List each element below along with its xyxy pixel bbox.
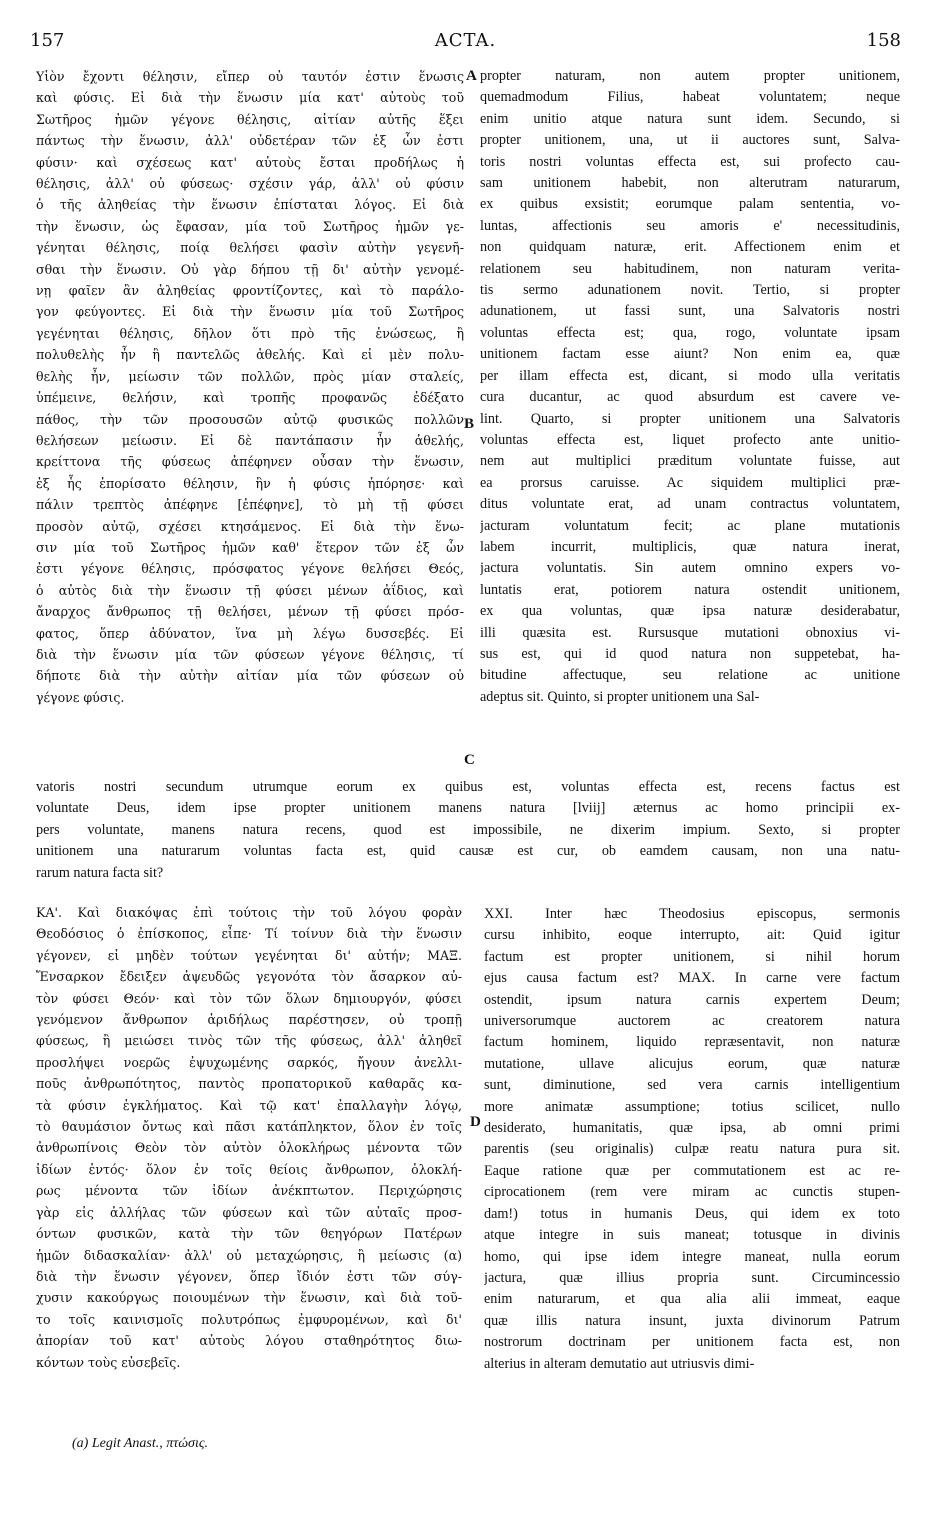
text-line: νῃ φαῖεν ἂν ἀληθείας φροντίζοντες, καὶ τὸ παράλο- xyxy=(36,283,464,299)
text-line: XXI. Inter hæc Theodosius episcopus, sermonis xyxy=(484,906,900,922)
text-line: parentis (seu originalis) culpæ reatu natura pura sit. xyxy=(484,1141,900,1158)
text-line: per illam effecta est, dicant, si modo ulla veritatis xyxy=(480,367,900,384)
greek-column-bottom xyxy=(36,902,462,1373)
text-line: jactura voluntatis. Sin autem omnino expers vo- xyxy=(480,560,900,577)
text-line: adunationem, ut fassi sunt, una Salvatoris nostri xyxy=(480,303,900,320)
text-line: σθαι τὴν ἕνωσιν. Οὐ γὰρ δήπου τῇ δι' αὐτὴν γενομέ- xyxy=(36,261,464,277)
text-line: jacturam voluntatum fecit; ac plane mutationis xyxy=(480,517,900,534)
text-line: labem incurrit, multiplicis, quæ natura inerat, xyxy=(480,538,900,555)
text-line: δήποτε διὰ τὴν αὐτὴν αἰτίαν μία τῶν φύσεων οὐ xyxy=(36,668,464,684)
text-line: ὁ αὐτὸς διὰ τὴν ἕνωσιν τῇ φύσει μένων ἀΐδιος, καὶ xyxy=(36,582,464,598)
text-line: rarum natura facta sit? xyxy=(36,864,164,881)
text-line: τὸ θαυμάσιον ὄντως καὶ πᾶσι κατάπληκτον, ὅλον ἐν τοῖς xyxy=(36,1119,462,1135)
latin-column-top xyxy=(480,66,900,708)
text-line: θελήσεων μείωσιν. Εἰ δὲ παντάπασιν ἦν ἀθελής, xyxy=(36,432,464,448)
text-line: bitudine affectuque, seu relatione ac unitione xyxy=(480,667,900,684)
page-number-right: 158 xyxy=(866,30,901,51)
text-line: καὶ φύσις. Εἰ διὰ τὴν ἕνωσιν μία κατ' αὐτοὺς τοῦ xyxy=(36,90,464,106)
text-line: πάλιν τρεπτὸς ἀπέφηνε [ἐπέφηνε], τὸ μὴ τῇ φύσει xyxy=(36,497,464,513)
text-line: το τοῖς καινισμοῖς πολυτρόπως ἐμφυρομένων, καὶ δι' xyxy=(36,1311,462,1327)
text-line: unitionem factam esse aiunt? Non enim ea, quæ xyxy=(480,346,900,363)
text-line: φύσεως, ἢ μειώσει τινὸς τῶν τῆς φύσεως, ἀλλ' ἀληθεῖ xyxy=(36,1033,462,1049)
text-line: ἀνθρωπίνοις Θεὸν τὸν αὐτὸν ὁλοκλήρως μένοντα τῶν xyxy=(36,1140,462,1156)
margin-marker-d: D xyxy=(470,1114,481,1130)
text-line: enim unitio atque natura sunt idem. Secundo, si xyxy=(480,110,900,127)
text-line: lint. Quarto, si propter unitionem una Salvatoris xyxy=(480,410,900,427)
text-line: ejus causa factum est? MAX. In carne vere factum xyxy=(484,970,900,987)
text-line: προσλήψει νοερῶς ἐψυχωμένης σαρκός, ἤγουν ἀνελλι- xyxy=(36,1054,462,1070)
running-title: ACTA. xyxy=(434,30,497,51)
text-line: atque integre in suis maneat; totusque in divinis xyxy=(484,1227,900,1244)
text-line: vatoris nostri secundum utrumque eorum ex quibus est, voluntas effecta est, recens factus est xyxy=(36,779,900,795)
text-line: όντων φυσικῶν, κατὰ τὴν τῶν θεηγόρων Πατέρων xyxy=(36,1226,462,1242)
text-line: enim naturarum, et qua alia alii immeat, eaque xyxy=(484,1291,900,1308)
latin-full-width-paragraph xyxy=(36,777,900,884)
text-line: alterius in alteram demutatio aut utriusvis dimi- xyxy=(484,1355,755,1372)
text-line: διὰ τὴν ἕνωσιν μία τῶν φύσεων γέγονε θέλησις, τί xyxy=(36,646,464,662)
text-line: ΚΑ'. Καὶ διακόψας ἐπὶ τούτοις τὴν τοῦ λόγου φορὰν xyxy=(36,905,462,920)
text-line: τὴν ἕνωσιν, ὡς ἔφασαν, μία τοῦ Σωτῆρος ἡμῶν γε- xyxy=(36,218,464,234)
text-line: τὸν φύσει Θεόν· καὶ τὸν τῶν ὅλων δημιουργόν, φύσει xyxy=(36,990,462,1006)
greek-column-top xyxy=(36,66,464,708)
text-line: διὰ τὴν ἕνωσιν γέγονεν, ὅπερ ἴδιόν ἐστι τῶν σύγ- xyxy=(36,1268,462,1284)
text-line: factum est propter unitionem, si nihil horum xyxy=(484,948,900,965)
text-line: γενόμενον ἄνθρωπον ἀριδήλως παρέστησεν, οὐ τροπῇ xyxy=(36,1012,462,1028)
text-line: ἰδίων ἐντός· ὅλον ἐν τοῖς θείοις ἄνθρωπον, ὁλοκλή- xyxy=(36,1161,462,1177)
text-line: luntatis erat, potiorem natura ostendit unitionem, xyxy=(480,581,900,598)
text-line: Θεοδόσιος ὁ ἐπίσκοπος, εἶπε· Τί τοίνυν διὰ τὴν ἕνωσιν xyxy=(36,926,462,942)
text-line: ποῦς ἀνθρωπότητος, παντὸς προπατορικοῦ καθαρᾶς κα- xyxy=(36,1076,462,1092)
text-line: non quidquam naturæ, erit. Affectionem enim et xyxy=(480,239,900,256)
text-line: τὰ φύσιν ἐγκλήματος. Καὶ τῷ κατ' ἐπαλλαγὴν λόγῳ, xyxy=(36,1097,462,1113)
text-line: illi quæsita est. Rursusque mutationi obnoxius vi- xyxy=(480,624,900,641)
text-line: dam!) totus in humanis Deus, qui idem ex toto xyxy=(484,1205,900,1222)
text-line: mutatione, ullave alicujus eorum, quæ naturæ xyxy=(484,1055,900,1072)
text-line: factum hominem, liquido repræsentavit, non naturæ xyxy=(484,1034,900,1051)
text-line: ex quibus exsistit; eorumque palam sententia, vo- xyxy=(480,196,900,213)
text-line: pers voluntate, manens natura recens, quod est impossibile, ne dixerim impium. Sexto, si propter xyxy=(36,821,900,838)
text-line: propter naturam, non autem propter unitionem, xyxy=(480,68,900,84)
text-line: relationem seu habitudinem, non naturam verita- xyxy=(480,260,900,277)
text-line: ἀπορίαν τοῦ κατ' αὐτοὺς λόγου σταθηρότητος διω- xyxy=(36,1333,462,1349)
text-line: φύσιν· καὶ σχέσεως κατ' αὐτοὺς ἔσται προδήλως ἡ xyxy=(36,154,464,170)
text-line: cura ducantur, ac quod absurdum est cavere ve- xyxy=(480,389,900,406)
text-line: tis sermo adunationem novit. Tertio, si propter xyxy=(480,282,900,299)
text-line: toris nostri voluntas effecta est, sui profecto cau- xyxy=(480,153,900,170)
text-line: ἡμῶν διδασκαλίαν· ἀλλ' οὐ μεταχώρησις, ἢ μείωσις (α) xyxy=(36,1247,462,1263)
text-line: jactura, quæ illius propria sunt. Circumincessio xyxy=(484,1269,900,1286)
text-line: ex qua voluntas, quæ ipsa naturæ desiderabatur, xyxy=(480,603,900,620)
text-line: προσὸν αὐτῷ, σχέσει κτησάμενος. Εἰ διὰ τὴν ἕνω- xyxy=(36,518,464,534)
text-line: quemadmodum Filius, habeat voluntatem; neque xyxy=(480,89,900,106)
text-line: ciprocationem (rem vere miram ac cunctis stupen- xyxy=(484,1184,900,1201)
text-line: ea prorsus caruisse. Ac siquidem multiplici præ- xyxy=(480,474,900,491)
text-line: σιν μία τοῦ Σωτῆρος ἡμῶν καθ' ἕτερον τῶν ἐξ ὧν xyxy=(36,539,464,555)
text-line: adeptus sit. Quinto, si propter unitionem una Sal- xyxy=(480,688,760,705)
text-line: γον φεύγοντες. Εἰ διὰ τὴν ἕνωσιν μία τοῦ Σωτῆρος xyxy=(36,304,464,320)
footnote: (a) Legit Anast., πτώσις. xyxy=(72,1436,209,1451)
text-line: nostrorum doctrinam per unitionem facta est, non xyxy=(484,1334,900,1351)
text-line: ἐστι γέγονε θέλησις, πρόσφατος γέγονε θελήσει Θεός, xyxy=(36,561,464,577)
text-line: γένηται θέλησις, ποίᾳ θελήσει φασὶν αὐτὴν γεγενῆ- xyxy=(36,240,464,256)
text-line: sunt, diminutione, sed vera carnis intelligentium xyxy=(484,1077,900,1094)
text-line: unitionem una naturarum voluntas facta est, quid causæ est cur, ob eamdem causam, non una natu- xyxy=(36,843,900,860)
text-line: ostendit, ipsum natura carnis expertem Deum; xyxy=(484,991,900,1008)
text-line: φατος, ὅπερ ἀδύνατον, ἵνα μὴ λέγω δυσσεβές. Εἰ xyxy=(36,625,464,641)
text-line: κρείττονα τῆς φύσεως ἀπέφηνεν οὖσαν τὴν ἕνωσιν, xyxy=(36,454,464,470)
text-line: desiderato, humanitatis, quæ ipsa, ab omni primi xyxy=(484,1120,900,1137)
text-line: Σωτῆρος ἡμῶν γέγονε θέλησις, αἰτίαν αὐτῆς ἕξει xyxy=(36,111,464,127)
text-line: γὰρ εἰς ἀλλήλας τῶν φύσεων καὶ τῶν αὐταῖς προσ- xyxy=(36,1204,462,1220)
text-line: ἄναρχος ἄνθρωπος τῇ θελήσει, μένων τῇ φύσει πρόσ- xyxy=(36,604,464,620)
text-line: πολυθελὴς ἦν ἢ παντελῶς ἀθελής. Καὶ εἰ μὲν πολυ- xyxy=(36,347,464,363)
text-line: nem aut multiplici præditum voluntate fuisse, aut xyxy=(480,453,900,470)
text-line: γέγονε φύσις. xyxy=(36,689,125,705)
text-line: propter unitionem, una, ut ii auctores sunt, Salva- xyxy=(480,132,900,149)
text-line: ὑπέμεινε, θελήσιν, καὶ τροπῆς προφανῶς ἐδέξατο xyxy=(36,390,464,406)
text-line: voluntas effecta est; qua, rogo, voluntate ipsam xyxy=(480,324,900,341)
text-line: ditus voluntate erat, ad unam contractus voluntatem, xyxy=(480,496,900,513)
text-line: voluntate Deus, idem ipse propter unitionem manens natura [lviij] æternus ac homo principii ex- xyxy=(36,800,900,817)
text-line: γεγένηται θέλησις, δῆλον ὅτι πρὸ τῆς ἑνώσεως, ἢ xyxy=(36,325,464,341)
text-line: voluntas effecta est, liquet profecto ante unitio- xyxy=(480,431,900,448)
text-line: more animatæ assumptione; totius scilicet, nullo xyxy=(484,1098,900,1115)
text-line: γέγονεν, εἰ μηδὲν τούτων γεγένηται δι' αὐτήν; ΜΑΞ. xyxy=(36,947,462,963)
text-line: quæ illis natura insunt, juxta divinorum Patrum xyxy=(484,1312,900,1329)
text-line: πάθος, τὴν τῶν προσουσῶν αὐτῷ φυσικῶς πολλῶν xyxy=(36,411,464,427)
text-line: κόντων τοὺς εὐσεβεῖς. xyxy=(36,1354,181,1370)
text-line: homo, qui ipse idem integre maneat, nulla eorum xyxy=(484,1248,900,1265)
text-line: sam unitionem habebit, non alterutram naturarum, xyxy=(480,175,900,192)
text-line: πάντως τὴν ἕνωσιν, ἀλλ' οὐδετέραν τῶν ἐξ ὧν ἐστι xyxy=(36,133,464,149)
margin-marker-c: C xyxy=(464,752,475,768)
page-header xyxy=(30,30,901,58)
text-line: universorumque auctorem ac creatorem natura xyxy=(484,1013,900,1030)
text-line: ὁ τῆς ἀληθείας τὴν ἕνωσιν ἐπίσταται λόγος. Εἰ διὰ xyxy=(36,197,464,213)
text-line: ἐξ ἧς ἐπορίσατο θέλησιν, ἣν ἡ φύσις ἠπόρησε· καὶ xyxy=(36,475,464,491)
text-line: θελὴς ἦν, μείωσιν τῶν πολλῶν, πρὸς μίαν σταλείς, xyxy=(36,368,464,384)
text-line: θέλησις, ἀλλ' οὐ φύσεως· σχέσιν γάρ, ἀλλ' οὐ φύσιν xyxy=(36,176,464,192)
text-line: Υἱὸν ἔχοντι θέλησιν, εἴπερ οὐ ταυτόν ἐστιν ἕνωσις xyxy=(36,69,464,84)
text-line: luntas, affectionis seu amoris e' necessitudinis, xyxy=(480,217,900,234)
text-line: sus est, qui id quod natura non suppetebat, ha- xyxy=(480,645,900,662)
text-line: χυσιν κακούργως ποιουμένων τὴν ἕνωσιν, καὶ διὰ τοῦ- xyxy=(36,1290,462,1306)
page-number-left: 157 xyxy=(30,30,65,51)
text-line: ρως μένοντα τῶν ἰδίων ἀνέκπτωτον. Περιχώρησις xyxy=(36,1183,462,1199)
text-line: Eaque ratione quæ per commutationem est ac re- xyxy=(484,1162,900,1179)
text-line: Ἔνσαρκον ἔδειξεν ἀψευδῶς γεγονότα τὸν ἄσαρκον αὐ- xyxy=(36,969,462,985)
margin-marker-a: A xyxy=(466,68,477,84)
margin-marker-b: B xyxy=(464,416,475,432)
latin-column-bottom xyxy=(484,904,900,1375)
text-line: cursu inhibito, eoque interrupto, ait: Quid igitur xyxy=(484,927,900,944)
